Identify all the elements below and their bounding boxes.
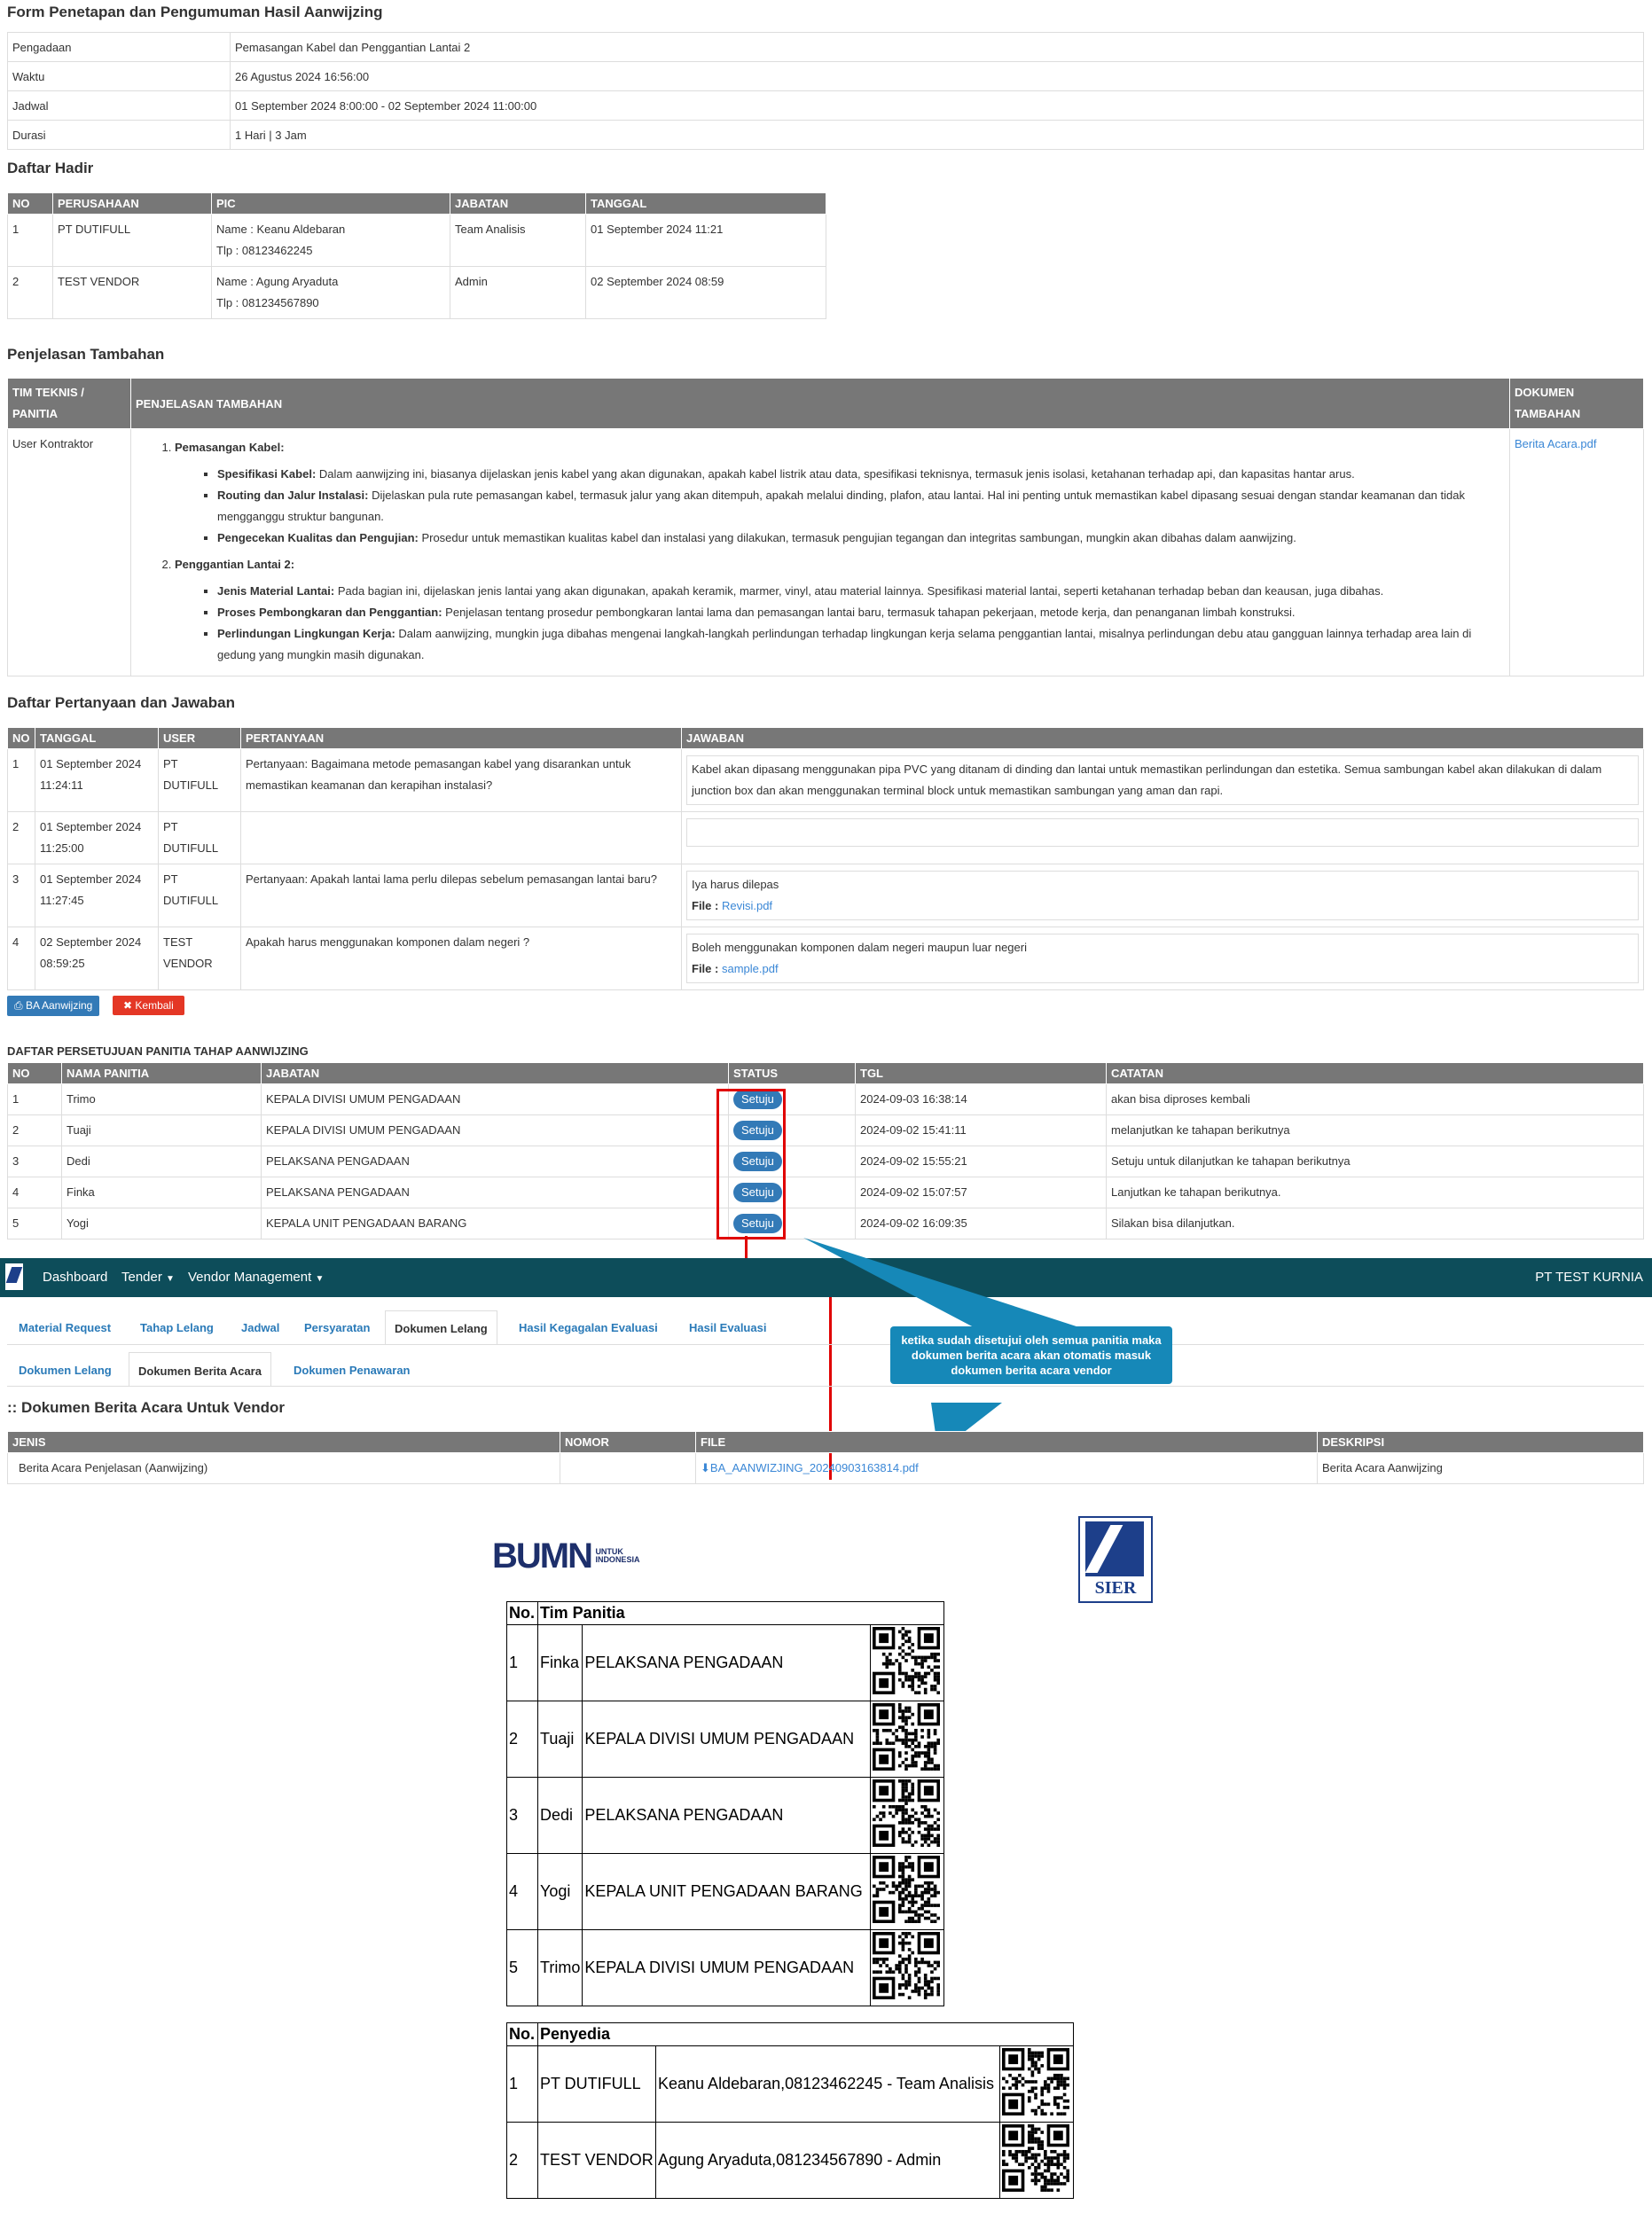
- file-link[interactable]: Revisi.pdf: [721, 899, 773, 912]
- hadir-table: NO PERUSAHAAN PIC JABATAN TANGGAL 1 PT DUTIFULL Name : Keanu Aldebaran Tlp : 08123462245 Team Analisis 01 September 2024 11:21 2 TEST VENDOR Name : Agung Aryaduta Tlp : 081234567890 Admin 02 September 2024 08:59: [7, 192, 826, 319]
- table-row: 4 Finka PELAKSANA PENGADAAN Setuju 2024-09-02 15:07:57 Lanjutkan ke tahapan berikutnya.: [8, 1177, 1644, 1208]
- table-row: Berita Acara Penjelasan (Aanwijzing) ⬇BA_AANWIZJING_20240903163814.pdf Berita Acara Aanwijzing: [8, 1453, 1644, 1484]
- download-ba-link[interactable]: ⬇BA_AANWIZJING_20240903163814.pdf: [701, 1461, 919, 1474]
- sier-logo: SIER: [1078, 1516, 1153, 1603]
- close-icon: ✖: [123, 999, 133, 1012]
- section-title-tanya: Daftar Pertanyaan dan Jawaban: [7, 694, 235, 711]
- table-row: 1 01 September 2024 11:24:11 PT DUTIFULL Pertanyaan: Bagaimana metode pemasangan kabel yang disarankan untuk memastikan keamanan dan kerapihan instalasi? Kabel akan dipasang menggunakan pipa PVC yang ditanam di dinding dan lantai untuk memastikan perlindungan dan estetika. Semua sambungan kabel akan dilakukan di dalam junction box dan akan menggunakan terminal block untuk memastikan sambungan yang aman dan rapi.: [8, 749, 1644, 812]
- table-row: 3 Dedi PELAKSANA PENGADAAN Setuju 2024-09-02 15:55:21 Setuju untuk dilanjutkan ke tahapan berikutnya: [8, 1146, 1644, 1177]
- dokumen-tambahan-link[interactable]: Berita Acara.pdf: [1515, 437, 1597, 450]
- dokumen-ba-table: JENIS NOMOR FILE DESKRIPSI Berita Acara Penjelasan (Aanwijzing) ⬇BA_AANWIZJING_20240903163814.pdf Berita Acara Aanwijzing: [7, 1431, 1644, 1484]
- table-row: 2 TEST VENDOR Name : Agung Aryaduta Tlp : 081234567890 Admin 02 September 2024 08:59: [8, 267, 826, 319]
- tab-jadwal[interactable]: Jadwal: [241, 1321, 280, 1334]
- section-title-persetujuan: DAFTAR PERSETUJUAN PANITIA TAHAP AANWIJZING: [7, 1044, 309, 1058]
- section-title-hadir: Daftar Hadir: [7, 160, 94, 176]
- info-table: Pengadaan Pemasangan Kabel dan Penggantian Lantai 2 Waktu 26 Agustus 2024 16:56:00 Jadwal 01 September 2024 8:00:00 - 02 September 2024 11:00:00 Durasi 1 Hari | 3 Jam: [7, 32, 1644, 150]
- tab-hasil-evaluasi[interactable]: Hasil Evaluasi: [689, 1321, 767, 1334]
- penyedia-sign-table: No. Penyedia 1 PT DUTIFULL Keanu Aldebaran,08123462245 - Team Analisis 2 TEST VENDOR Agung Aryaduta,081234567890 - Admin: [506, 2022, 1074, 2199]
- tab-dokumen-penawaran[interactable]: Dokumen Penawaran: [294, 1364, 411, 1377]
- tab-material-request[interactable]: Material Request: [19, 1321, 112, 1334]
- table-row: 1 PT DUTIFULL Name : Keanu Aldebaran Tlp : 08123462245 Team Analisis 01 September 2024 11:21: [8, 215, 826, 267]
- penjelasan-table: TIM TEKNIS / PANITIA PENJELASAN TAMBAHAN DOKUMEN TAMBAHAN User Kontraktor 1. Pemasangan Kabel: ▪ Spesifikasi Kabel: Dalam aanwijzing ini, biasanya dijelaskan jenis kabel yang akan digunakan, apakah kabel listrik atau data, spesifikasi teknisnya, termasuk jenis isolasi, ketahanan terhadap api, dan kapasitas hantar arus. ▪ Routing dan Jalur Instalasi: Dijelaskan pula rute pemasangan kabel, termasuk jalur yang akan ditempuh, apakah melalui dinding, plafon, atau lantai. Hal ini penting untuk memastikan kabel dipasang sesuai dengan standar keamanan dan tidak mengganggu struktur bangunan. ▪ Pengecekan Kualitas dan Pengujian: Prosedur untuk memastikan kualitas kabel dan instalasi yang dilakukan, termasuk pengujian tegangan dan integritas sambungan, mungkin akan dibahas dalam aanwijzing. 2. Penggantian Lantai 2: ▪ Jenis Material Lantai: Pada bagian ini, dijelaskan jenis lantai yang akan digunakan, apakah keramik, marmer, vinyl, atau material lainnya. Spesifikasi material lantai, seperti ketahanan terhadap beban dan keausan, juga dibahas. ▪ Proses Pembongkaran dan Penggantian: Penjelasan tentang prosedur pembongkaran lantai lama dan pemasangan lantai baru, termasuk tahapan pekerjaan, metode kerja, dan penanganan limbah konstruksi. ▪ Perlindungan Lingkungan Kerja: Dalam aanwijzing, mungkin juga dibahas mengenai langkah-langkah perlindungan terhadap lingkungan kerja selama penggantian lantai, misalnya perlindungan debu atau gangguan lainnya terhadap area lain di gedung yang mungkin masih digunakan. Berita Acara.pdf: [7, 378, 1644, 676]
- qr-code: [873, 1932, 940, 1999]
- tab-dokumen-lelang-sub[interactable]: Dokumen Lelang: [19, 1364, 112, 1377]
- status-badge: Setuju: [733, 1152, 782, 1171]
- tab-dokumen-berita-acara[interactable]: Dokumen Berita Acara: [129, 1352, 271, 1386]
- table-row: 5 Yogi KEPALA UNIT PENGADAAN BARANG Setuju 2024-09-02 16:09:35 Silakan bisa dilanjutkan.: [8, 1208, 1644, 1239]
- table-row: 2 01 September 2024 11:25:00 PT DUTIFULL: [8, 812, 1644, 864]
- company-name[interactable]: PT TEST KURNIA: [1535, 1270, 1643, 1285]
- qr-code: [873, 1779, 940, 1847]
- file-link[interactable]: sample.pdf: [721, 962, 779, 975]
- tanya-table: NO TANGGAL USER PERTANYAAN JAWABAN 1 01 September 2024 11:24:11 PT DUTIFULL Pertanyaan: Bagaimana metode pemasangan kabel yang disarankan untuk memastikan keamanan dan kerapihan instalasi? Kabel akan dipasang menggunakan pipa PVC yang ditanam di dinding dan lantai untuk memastikan perlindungan dan estetika. Semua sambungan kabel akan dilakukan di dalam junction box dan akan menggunakan terminal block untuk memastikan sambungan yang aman dan rapi. 2 01 September 2024 11:25:00 PT DUTIFULL 3 01 September 2024 11:27:45 PT DUTIFULL Pertanyaan: Apakah lantai lama perlu dilepas sebelum pemasangan lantai baru? Iya harus dilepas File : Revisi.pdf 4 02 September 2024 08:59:25 TEST VENDOR Apakah harus menggunakan komponen dalam negeri ? Boleh menggunakan komponen dalam negeri maupun luar negeri File : sample.pdf: [7, 727, 1644, 990]
- status-badge: Setuju: [733, 1183, 782, 1202]
- qr-code: [1002, 2124, 1069, 2192]
- table-row: 2 Tuaji KEPALA DIVISI UMUM PENGADAAN Setuju 2024-09-02 15:41:11 melanjutkan ke tahapan berikutnya: [8, 1115, 1644, 1146]
- section-title-penjelasan: Penjelasan Tambahan: [7, 346, 165, 363]
- status-badge: Setuju: [733, 1090, 782, 1109]
- ba-aanwijzing-button[interactable]: ⎙ BA Aanwijzing: [7, 996, 99, 1016]
- section-title-dokumen-ba: :: Dokumen Berita Acara Untuk Vendor: [7, 1399, 285, 1416]
- table-row: 4 02 September 2024 08:59:25 TEST VENDOR Apakah harus menggunakan komponen dalam negeri ? Boleh menggunakan komponen dalam negeri maupun luar negeri File : sample.pdf: [8, 927, 1644, 990]
- kembali-button[interactable]: ✖ Kembali: [113, 996, 184, 1015]
- download-icon: ⬇: [701, 1461, 710, 1474]
- qr-code: [873, 1856, 940, 1923]
- qr-code: [873, 1627, 940, 1694]
- panitia-sign-table: No. Tim Panitia 1 Finka PELAKSANA PENGADAAN 2 Tuaji KEPALA DIVISI UMUM PENGADAAN 3 Dedi PELAKSANA PENGADAAN 4 Yogi KEPALA UNIT PENGADAAN BARANG 5 Trimo KEPALA DIVISI UMUM PENGADAAN: [506, 1601, 944, 2006]
- status-highlight-box: [716, 1089, 786, 1239]
- persetujuan-table: NO NAMA PANITIA JABATAN STATUS TGL CATATAN 1 Trimo KEPALA DIVISI UMUM PENGADAAN Setuju 2024-09-03 16:38:14 akan bisa diproses kembali 2 Tuaji KEPALA DIVISI UMUM PENGADAAN Setuju 2024-09-02 15:41:11 melanjutkan ke tahapan berikutnya 3 Dedi PELAKSANA PENGADAAN Setuju 2024-09-02 15:55:21 Setuju untuk dilanjutkan ke tahapan berikutnya 4 Finka PELAKSANA PENGADAAN Setuju 2024-09-02 15:07:57 Lanjutkan ke tahapan berikutnya. 5 Yogi KEPALA UNIT PENGADAAN BARANG Setuju 2024-09-02 16:09:35 Silakan bisa dilanjutkan.: [7, 1062, 1644, 1239]
- caret-down-icon: ▼: [166, 1274, 175, 1284]
- caret-down-icon: ▼: [315, 1274, 325, 1284]
- qr-code: [1002, 2048, 1069, 2115]
- tab-dokumen-lelang[interactable]: Dokumen Lelang: [385, 1310, 497, 1344]
- bumn-logo: BUMN UNTUK INDONESIA: [492, 1537, 640, 1576]
- tab-persyaratan[interactable]: Persyaratan: [304, 1321, 371, 1334]
- qr-code: [873, 1703, 940, 1771]
- table-row: 1 Trimo KEPALA DIVISI UMUM PENGADAAN Setuju 2024-09-03 16:38:14 akan bisa diproses kembali: [8, 1084, 1644, 1115]
- app-logo[interactable]: [5, 1263, 23, 1290]
- status-badge: Setuju: [733, 1121, 782, 1140]
- nav-tender[interactable]: Tender ▼: [121, 1270, 175, 1285]
- status-badge: Setuju: [733, 1214, 782, 1233]
- nav-dashboard[interactable]: Dashboard: [43, 1270, 108, 1285]
- callout-note: ketika sudah disetujui oleh semua panitia maka dokumen berita acara akan otomatis masuk dokumen berita acara vendor: [890, 1326, 1172, 1384]
- nav-vendor-management[interactable]: Vendor Management ▼: [188, 1270, 325, 1285]
- page-title: Form Penetapan dan Pengumuman Hasil Aanwijzing: [7, 4, 383, 20]
- table-row: 3 01 September 2024 11:27:45 PT DUTIFULL Pertanyaan: Apakah lantai lama perlu dilepas sebelum pemasangan lantai baru? Iya harus dilepas File : Revisi.pdf: [8, 864, 1644, 927]
- tab-tahap-lelang[interactable]: Tahap Lelang: [140, 1321, 214, 1334]
- printer-icon: ⎙: [14, 999, 23, 1012]
- tab-hasil-kegagalan-evaluasi[interactable]: Hasil Kegagalan Evaluasi: [519, 1321, 658, 1334]
